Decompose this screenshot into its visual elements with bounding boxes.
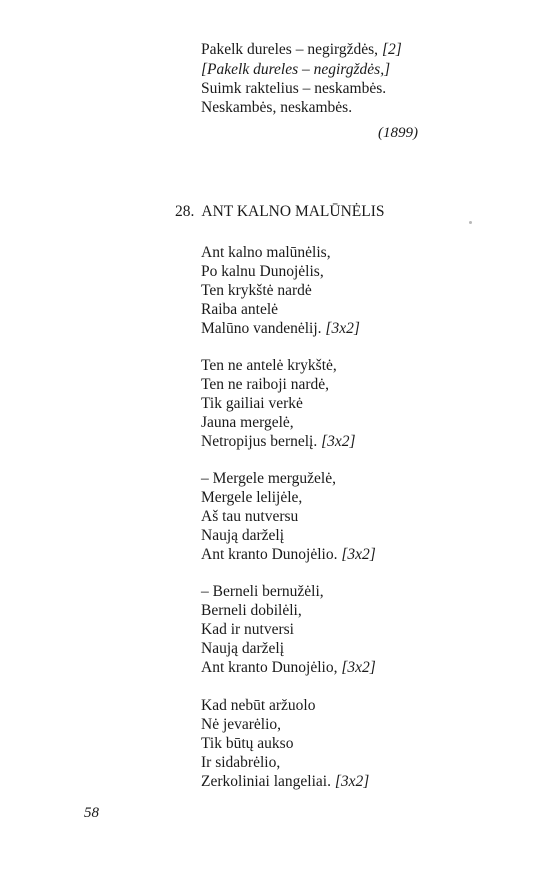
verse-line: Mergele lelijėle, bbox=[201, 489, 303, 506]
verse-line: Ten krykštė nardė bbox=[201, 282, 312, 299]
verse-line: Tik gailiai verkė bbox=[201, 395, 303, 412]
repeat-marker: [2] bbox=[378, 41, 402, 58]
verse-line: Suimk raktelius – neskambės. bbox=[201, 80, 387, 97]
song-title: ANT KALNO MALŪNĖLIS bbox=[201, 203, 385, 220]
verse-line: Pakelk dureles – negirgždės, [2] bbox=[201, 41, 402, 58]
verse-line: Po kalnu Dunojėlis, bbox=[201, 263, 324, 280]
verse-line: – Berneli bernužėli, bbox=[201, 583, 324, 600]
page-number: 58 bbox=[84, 805, 99, 821]
verse-line: – Mergele merguželė, bbox=[201, 470, 336, 487]
verse-line: Jauna mergelė, bbox=[201, 414, 294, 431]
verse-line: Kad nebūt aržuolo bbox=[201, 697, 316, 714]
repeat-marker: [3x2] bbox=[330, 773, 370, 790]
verse-line: Berneli dobilėli, bbox=[201, 602, 302, 619]
verse-line: Neskambės, neskambės. bbox=[201, 99, 353, 116]
verse-line: Nė jevarėlio, bbox=[201, 716, 282, 733]
repeat-marker: [3x2] bbox=[317, 433, 356, 450]
verse-line: Malūno vandenėlij. [3x2] bbox=[201, 320, 360, 337]
repeat-marker: [3x2] bbox=[337, 546, 376, 563]
verse-line: Ten ne raiboji nardė, bbox=[201, 376, 330, 393]
verse-line: Ant kalno malūnėlis, bbox=[201, 244, 331, 261]
repeat-marker: [3x2] bbox=[337, 659, 376, 676]
song-heading bbox=[175, 203, 385, 221]
song-date: (1899) bbox=[378, 125, 418, 141]
verse-line: Raiba antelė bbox=[201, 301, 279, 318]
verse-line: Kad ir nutversi bbox=[201, 621, 294, 638]
verse-line: Ir sidabrėlio, bbox=[201, 754, 281, 771]
verse-line: Ten ne antelė krykštė, bbox=[201, 357, 337, 374]
verse-line: Ant kranto Dunojėlio, [3x2] bbox=[201, 659, 376, 676]
repeat-marker: [3x2] bbox=[321, 320, 360, 337]
verse-line: Ant kranto Dunojėlio. [3x2] bbox=[201, 546, 376, 563]
verse-line: Zerkoliniai langeliai. [3x2] bbox=[201, 773, 370, 790]
song-number: 28. bbox=[175, 203, 195, 220]
verse-line: [Pakelk dureles – negirgždės,] bbox=[201, 61, 391, 78]
print-speck bbox=[469, 221, 472, 224]
verse-line: Aš tau nutversu bbox=[201, 508, 299, 525]
verse-line: Naują darželį bbox=[201, 640, 285, 657]
verse-line: Tik būtų aukso bbox=[201, 735, 294, 752]
verse-line: Netropijus bernelį. [3x2] bbox=[201, 433, 356, 450]
verse-line: Naują darželį bbox=[201, 527, 285, 544]
